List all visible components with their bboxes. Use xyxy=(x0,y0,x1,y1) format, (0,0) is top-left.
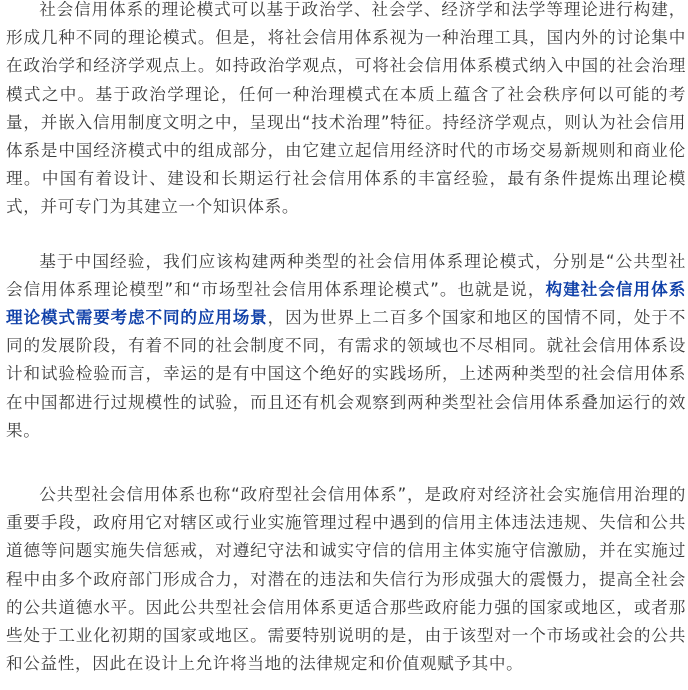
paragraph-two-model-types xyxy=(6,248,686,445)
paragraph-theory-models: 社会信用体系的理论模式可以基于政治学、社会学、经济学和法学等理论进行构建，形成几种不同的理论模式。但是，将社会信用体系视为一种治理工具，国内外的讨论集中在政治学和经济学观点上。如持政治学观点，可将社会信用体系模式纳入中国的社会治理模式之中。基于政治学理论，任何一种治理模式在本质上蕴含了社会秩序何以可能的考量，并嵌入信用制度文明之中，呈现出“技术治理”特征。持经济学观点，则认为社会信用体系是中国经济模式中的组成部分，由它建立起信用经济时代的市场交易新规则和商业伦理。中国有着设计、建设和长期运行社会信用体系的丰富经验，最有条件提炼出理论模式，并可专门为其建立一个知识体系。 xyxy=(6,0,686,217)
article-body xyxy=(6,0,686,678)
paragraph-public-credit-system: 公共型社会信用体系也称“政府型社会信用体系”，是政府对经济社会实施信用治理的重要手段，政府用它对辖区或行业实施管理过程中遇到的信用主体违法违规、失信和公共道德等问题实施失信惩戒，对遵纪守法和诚实守信的信用主体实施守信激励，并在实施过程中由多个政府部门形成合力，对潜在的违法和失信行为形成强大的震慑力，提高全社会的公共道德水平。因此公共型社会信用体系更适合那些政府能力强的国家或地区，或者那些处于工业化初期的国家或地区。需要特别说明的是，由于该型对一个市场或社会的公共和公益性，因此在设计上允许将当地的法律规定和价值观赋予其中。 xyxy=(6,485,686,674)
emphasis-application-scenarios: 构建社会信用体系理论模式需要考虑不同的应用场景 xyxy=(6,279,687,328)
paragraph-2-text-after: ，因为世界上二百多个国家和地区的国情不同，处于不同的发展阶段，有着不同的社会制度不同，有需求的领域也不尽相同。就社会信用体系设计和试验检验而言，幸运的是有中国这个绝好的实践场所，上述两种类型的社会信用体系在中国都进行过规模性的试验，而且还有机会观察到两种类型社会信用体系叠加运行的效果。 xyxy=(6,308,687,440)
paragraph-2-text-before: 基于中国经验，我们应该构建两种类型的社会信用体系理论模式，分别是“公共型社会信用体系理论模型”和“市场型社会信用体系理论模式”。也就是说， xyxy=(6,251,686,299)
